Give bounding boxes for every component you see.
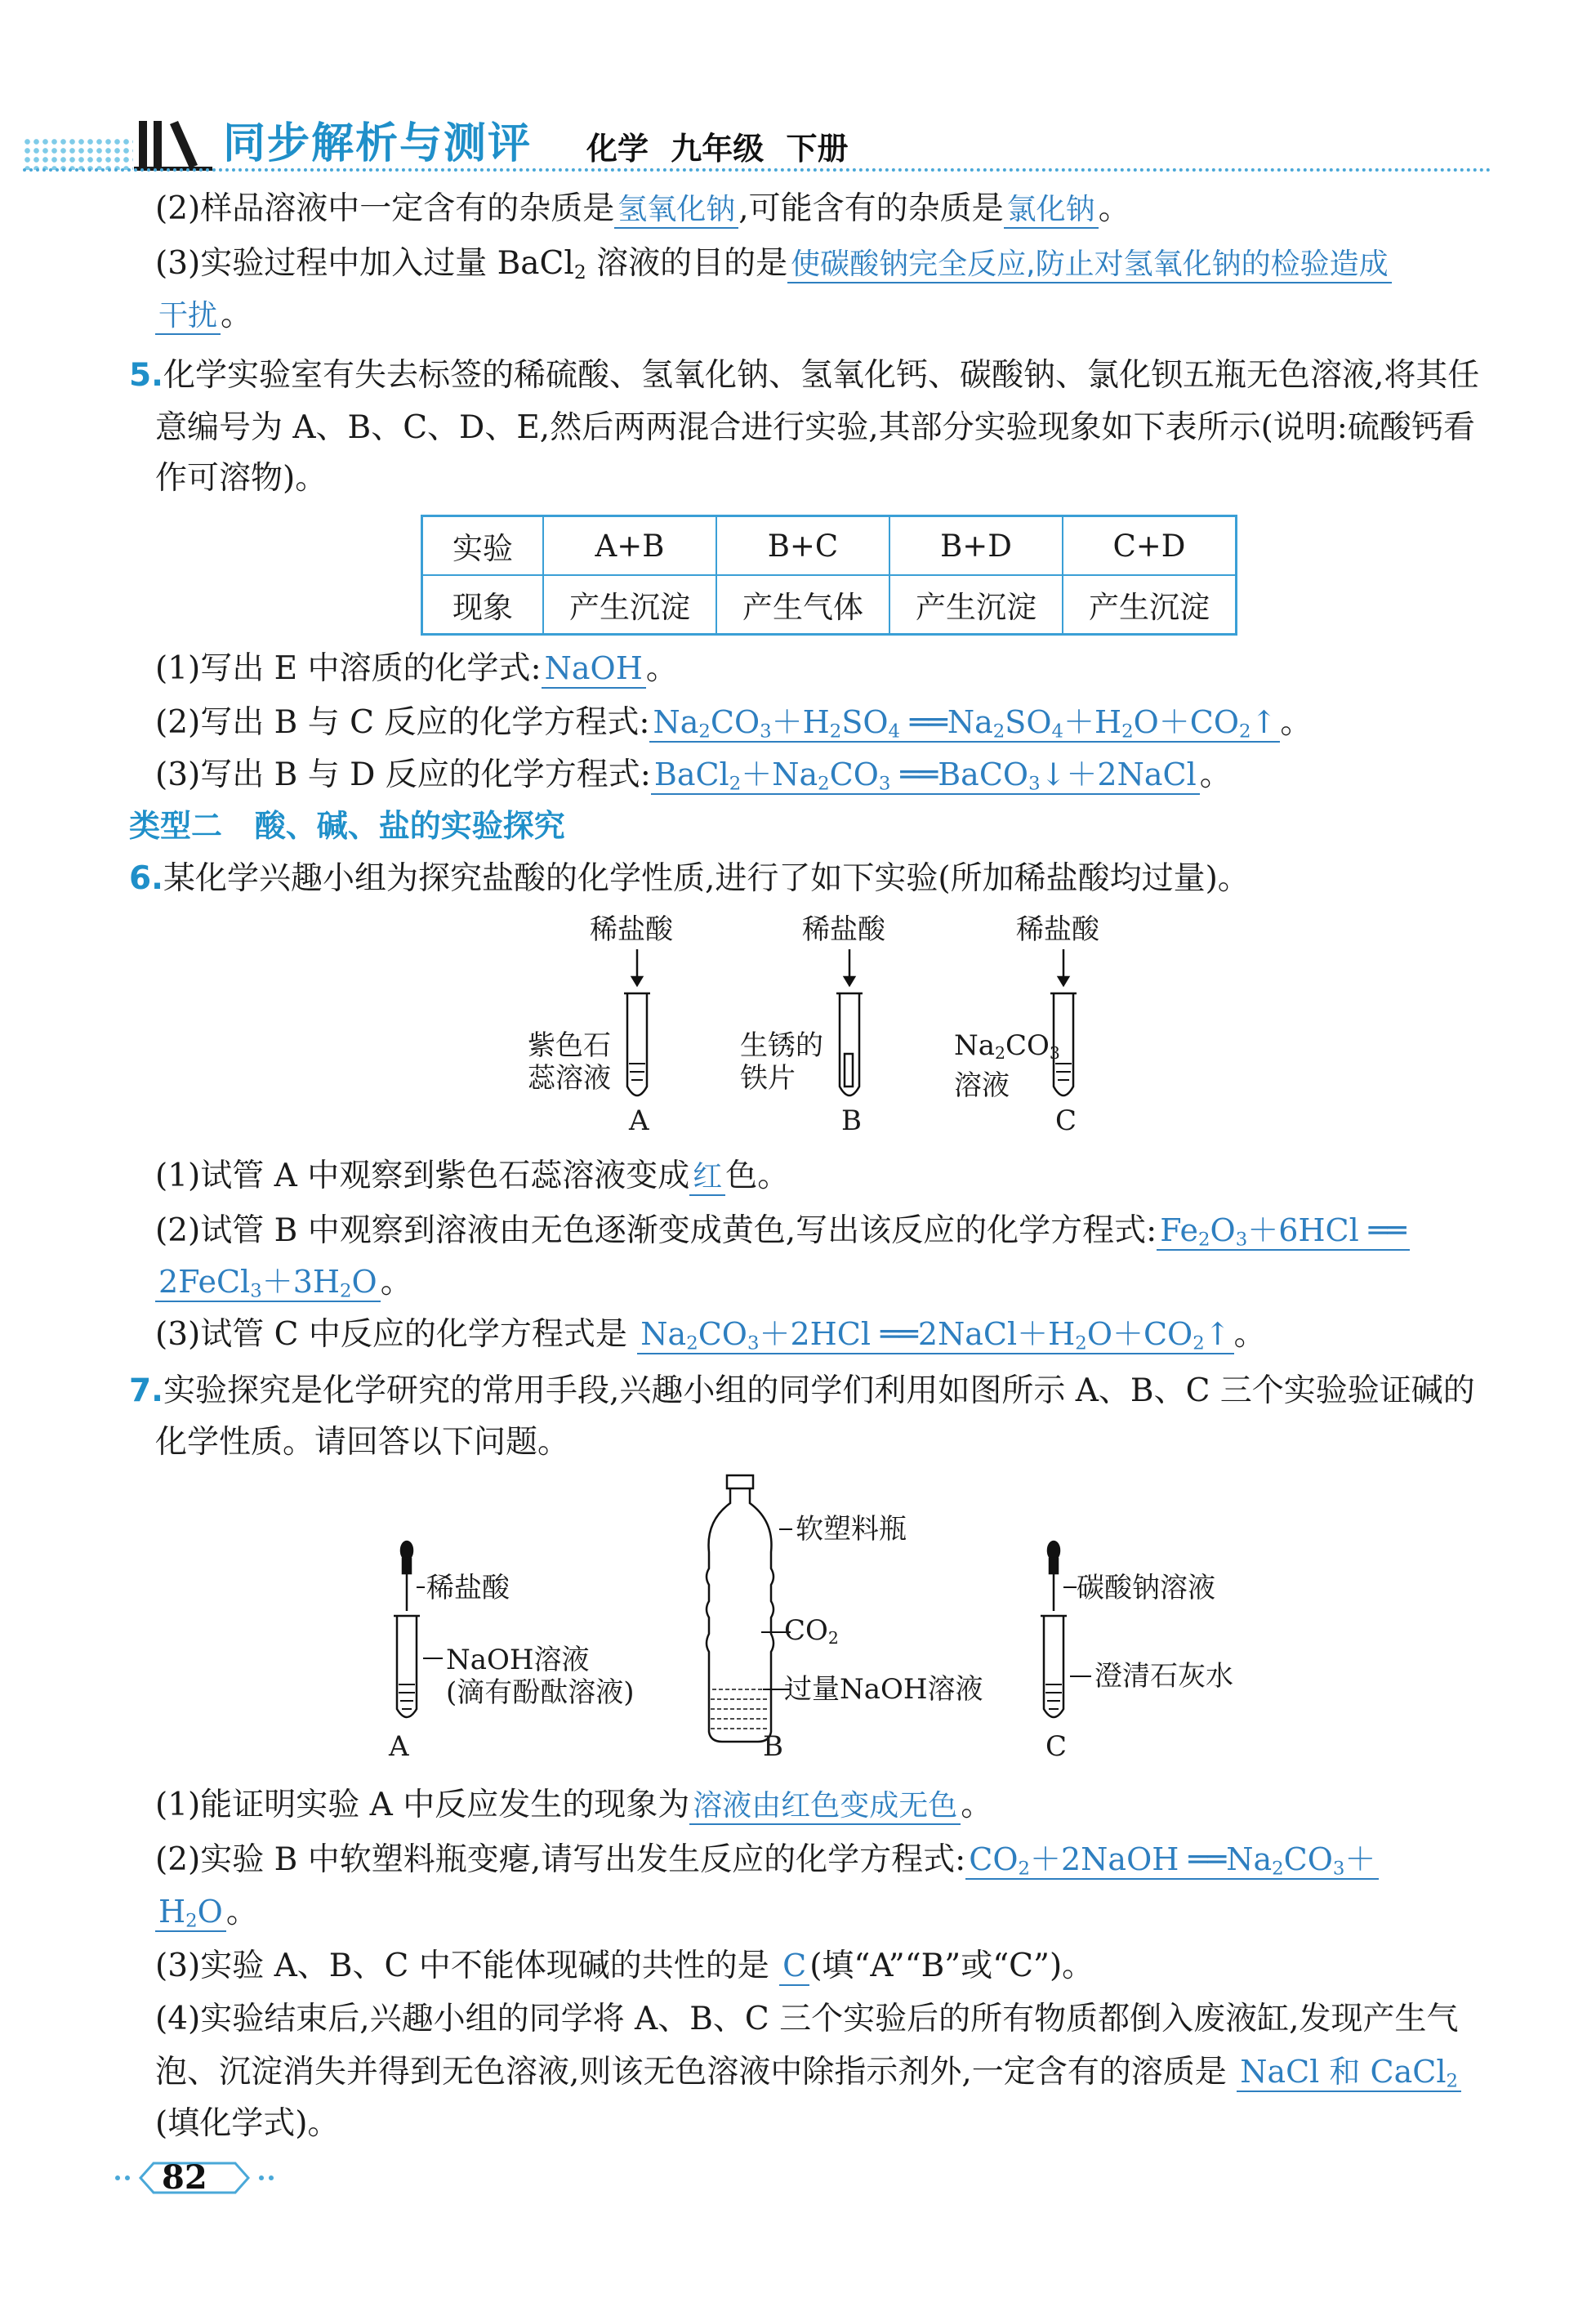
tube-c-content: $Na_2CO_3$ 溶液 — [954, 1029, 1060, 1103]
q4-part2: (2)样品溶液中一定含有的杂质是 氢氧化钠 ,可能含有的杂质是 氯化钠 。 — [155, 190, 1130, 227]
q5-stem-line3: 作可溶物)。 — [155, 460, 328, 497]
q6-stem: 6.某化学兴趣小组为探究盐酸的化学性质,进行了如下实验(所加稀盐酸均过量)。 — [129, 860, 1250, 897]
table-cell: 产生沉淀 — [543, 575, 716, 635]
series-title: 同步解析与测评 — [223, 119, 533, 168]
q5-stem-line2: 意编号为 A、B、C、D、E,然后两两混合进行实验,其部分实验现象如下表所示(说明:硫酸钙看 — [155, 409, 1475, 446]
q5-part2: (2)写出 B 与 C 反应的化学方程式: $Na_2CO_3+H_2SO_4$ $══Na_2SO_4+H_2O+CO_2↑$ 。 — [155, 704, 1313, 743]
q7-part3: (3)实验 A、B、C 中不能体现碱的共性的是 C (填“A”“B”或“C”)。 — [155, 1948, 1094, 1984]
table-cell: C+D — [1063, 516, 1237, 576]
q7-part2-cont: $H_2O$ 。 — [155, 1889, 258, 1944]
answer-q5-2-equation: $Na_2CO_3+H_2SO_4$ $══Na_2SO_4+H_2O+CO_2↑$ — [649, 704, 1280, 743]
acid-label-a: 稀盐酸 — [590, 913, 673, 946]
table-cell: 产生气体 — [716, 575, 889, 635]
q7-part2: (2)实验 B 中软塑料瓶变瘪,请写出发生反应的化学方程式: $CO_2+2NaOH$ $══Na_2CO_3+$ — [155, 1836, 1379, 1892]
tube-c-letter: C — [1055, 1104, 1077, 1137]
answer-q7-2-equation-line2: $H_2O$ — [155, 1894, 226, 1932]
table-cell: A+B — [543, 516, 716, 576]
header-rule — [23, 168, 1491, 172]
q5-part3: (3)写出 B 与 D 反应的化学方程式: $BaCl_2+Na_2CO_3$ ══BaCO$_3$↓＋2NaCl 。 — [155, 756, 1232, 795]
tube-a-letter: A — [629, 1104, 649, 1137]
book-logo-icon — [134, 114, 216, 173]
table-cell: 产生沉淀 — [889, 575, 1063, 635]
subject-grade: 化学 九年级 下册 — [586, 131, 849, 167]
acid-label-c: 稀盐酸 — [1016, 913, 1099, 946]
answer-q7-2-equation-line1: $CO_2+2NaOH$ $══Na_2CO_3+$ — [965, 1841, 1379, 1880]
header-dots-decoration — [23, 137, 133, 170]
answer-q4-2b: 氯化钠 — [1004, 193, 1099, 229]
q7-part1: (1)能证明实验 A 中反应发生的现象为 溶液由红色变成无色 。 — [155, 1787, 993, 1823]
q4-part3-cont: 干扰 。 — [155, 292, 252, 339]
answer-q4-3-line2: 干扰 — [155, 299, 221, 335]
q7-part4-line3: (填化学式)。 — [155, 2105, 340, 2142]
answer-q5-3-equation: $BaCl_2+Na_2CO_3$ ══BaCO$_3$↓＋2NaCl — [651, 756, 1200, 795]
answer-q7-4: NaCl 和 CaCl$_2$ — [1237, 2054, 1461, 2092]
dropper-c — [1048, 1542, 1059, 1611]
table-header-cell: 现象 — [422, 575, 544, 635]
tube-b-letter: B — [841, 1104, 862, 1137]
bottle-solution-label: 过量NaOH溶液 — [784, 1673, 983, 1706]
test-tube-c — [1041, 1616, 1067, 1717]
q6-part2: (2)试管 B 中观察到溶液由无色逐渐变成黄色,写出该反应的化学方程式: $Fe_2O_3+6HCl$ ══ — [155, 1207, 1410, 1263]
question-number-7: 7. — [129, 1372, 163, 1409]
tube-b-content: 生锈的 铁片 — [740, 1029, 823, 1095]
table-cell: B+C — [716, 516, 889, 576]
answer-q7-1: 溶液由红色变成无色 — [689, 1789, 961, 1825]
plastic-bottle-b — [707, 1475, 773, 1742]
answer-q4-3-line1: 使碳酸钠完全反应,防止对氢氧化钠的检验造成 — [787, 248, 1391, 283]
answer-q6-2-equation-line2: $2FeCl_3+3H_2O$ — [155, 1264, 381, 1302]
experiment-table — [421, 515, 1237, 636]
q4-part3: (3)实验过程中加入过量 BaCl$_2$ 溶液的目的是 使碳酸钠完全反应,防止对氢氧化钠的检验造成 — [155, 241, 1392, 295]
fig-c-letter: C — [1045, 1730, 1068, 1763]
answer-q6-1: 红 — [689, 1160, 725, 1196]
answer-q6-2-equation-line1: $Fe_2O_3+6HCl$ ══ — [1157, 1212, 1409, 1251]
question-number-5: 5. — [129, 357, 163, 394]
answer-q4-2a: 氢氧化钠 — [614, 193, 738, 229]
dropper-c-label: 碳酸钠溶液 — [1077, 1572, 1215, 1604]
q7-part4-line1: (4)实验结束后,兴趣小组的同学将 A、B、C 三个实验后的所有物质都倒入废液缸,发现产生气 — [155, 2001, 1459, 2037]
co2-label: $CO_2$ — [784, 1614, 839, 1649]
table-cell: 产生沉淀 — [1063, 575, 1237, 635]
q5-part1: (1)写出 E 中溶质的化学式: NaOH 。 — [155, 650, 678, 687]
page-number: 82 — [162, 2158, 207, 2197]
dropper-a — [401, 1542, 412, 1611]
q6-part2-cont: $2FeCl_3+3H_2O$ 。 — [155, 1259, 412, 1314]
bottle-label: 软塑料瓶 — [796, 1513, 907, 1546]
fig-b-letter: B — [763, 1730, 783, 1763]
answer-q6-3-equation: $Na_2CO_3+2HCl$ $══2NaCl+H_2O+CO_2↑$ — [637, 1316, 1233, 1354]
test-tube-a — [394, 1616, 420, 1717]
table-row — [422, 516, 1237, 576]
question-number-6: 6. — [129, 860, 163, 897]
q6-part3: (3)试管 C 中反应的化学方程式是 $Na_2CO_3+2HCl$ $══2NaCl+H_2O+CO_2↑$ 。 — [155, 1316, 1266, 1354]
acid-label-b: 稀盐酸 — [802, 913, 885, 946]
q5-stem-line1: 5.化学实验室有失去标签的稀硫酸、氢氧化钠、氢氧化钙、碳酸钠、氯化钡五瓶无色溶液,将其任 — [129, 357, 1480, 394]
q7-stem-line1: 7.实验探究是化学研究的常用手段,兴趣小组的同学们利用如图所示 A、B、C 三个实验验证碱的 — [129, 1372, 1475, 1409]
q7-stem-line2: 化学性质。请回答以下问题。 — [155, 1424, 570, 1461]
answer-q7-3: C — [779, 1948, 809, 1986]
table-row — [422, 575, 1237, 635]
table-header-cell: 实验 — [422, 516, 544, 576]
table-cell: B+D — [889, 516, 1063, 576]
tube-a-content: 紫色石 蕊溶液 — [528, 1029, 611, 1095]
tube-c-solution-label: 澄清石灰水 — [1094, 1660, 1233, 1693]
dropper-a-label: 稀盐酸 — [426, 1572, 510, 1604]
answer-q5-1: NaOH — [542, 650, 646, 689]
tube-a-solution-label: NaOH溶液 (滴有酚酞溶液) — [446, 1644, 635, 1709]
test-tube-b — [836, 993, 863, 1095]
q6-part1: (1)试管 A 中观察到紫色石蕊溶液变成 红 色。 — [155, 1158, 790, 1194]
fig-a-letter: A — [389, 1730, 409, 1763]
section-heading-type2: 类型二 酸、碱、盐的实验探究 — [129, 808, 565, 844]
q7-part4-line2: 泡、沉淀消失并得到无色溶液,则该无色溶液中除指示剂外,一定含有的溶质是 NaCl 和 CaCl$_2$ — [155, 2049, 1461, 2104]
